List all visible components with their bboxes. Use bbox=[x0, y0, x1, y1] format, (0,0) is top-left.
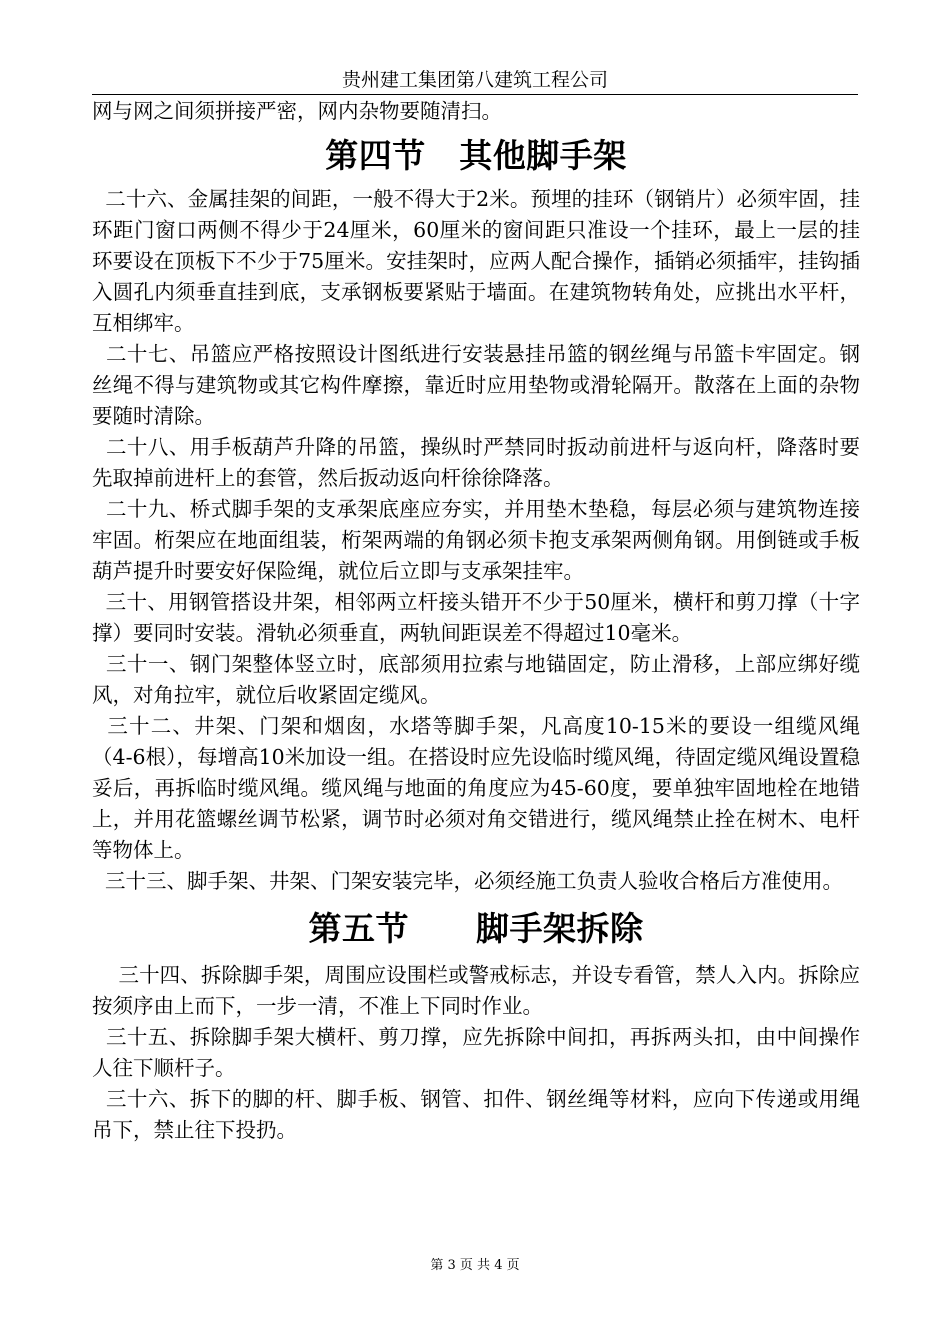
intro-paragraph: 网与网之间须拼接严密，网内杂物要随清扫。 bbox=[92, 99, 502, 123]
clause-26: 二十六、金属挂架的间距，一般不得大于2米。预埋的挂环（钢销片）必须牢固，挂环距门窗口两侧不得少于24厘米，60厘米的窗间距只准设一个挂环，最上一层的挂环要设在顶板下不少于75厘米。安挂架时，应两人配合操作，插销必须插牢，挂钩插入圆孔内须垂直挂到底，支承钢板要紧贴于墙面。在建筑物转角处，应挑出水平杆，互相绑牢。 bbox=[92, 187, 860, 335]
clause-31: 三十一、钢门架整体竖立时，底部须用拉索与地锚固定，防止滑移，上部应绑好缆风，对角拉牢，就位后收紧固定缆风。 bbox=[92, 652, 860, 707]
section-5-title: 第五节 脚手架拆除 bbox=[308, 909, 644, 948]
section-4-title: 第四节 其他脚手架 bbox=[325, 136, 627, 175]
page-header: 贵州建工集团第八建筑工程公司 bbox=[92, 66, 858, 95]
clause-36: 三十六、拆下的脚的杆、脚手板、钢管、扣件、钢丝绳等材料，应向下传递或用绳吊下，禁止往下投扔。 bbox=[92, 1087, 860, 1142]
clause-34: 三十四、拆除脚手架，周围应设围栏或警戒标志，并设专看管，禁人入内。拆除应按须序由上而下，一步一清，不准上下同时作业。 bbox=[92, 963, 860, 1018]
clause-30: 三十、用钢管搭设井架，相邻两立杆接头错开不少于50厘米，横杆和剪刀撑（十字撑）要同时安装。滑轨必须垂直，两轨间距误差不得超过10毫米。 bbox=[92, 590, 860, 645]
clause-29: 二十九、桥式脚手架的支承架底座应夯实，并用垫木垫稳，每层必须与建筑物连接牢固。桁架应在地面组装，桁架两端的角钢必须卡抱支承架两侧角钢。用倒链或手板葫芦提升时要安好保险绳，就位后立即与支承架挂牢。 bbox=[92, 497, 860, 583]
clause-33: 三十三、脚手架、井架、门架安装完毕，必须经施工负责人验收合格后方准使用。 bbox=[92, 869, 844, 893]
clause-27: 二十七、吊篮应严格按照设计图纸进行安装悬挂吊篮的钢丝绳与吊篮卡牢固定。钢丝绳不得与建筑物或其它构件摩擦，靠近时应用垫物或滑轮隔开。散落在上面的杂物要随时清除。 bbox=[92, 342, 860, 428]
page-footer: 第 3 页 共 4 页 bbox=[430, 1258, 520, 1273]
clause-35: 三十五、拆除脚手架大横杆、剪刀撑，应先拆除中间扣，再拆两头扣，由中间操作人往下顺杆子。 bbox=[92, 1025, 860, 1080]
clause-28: 二十八、用手板葫芦升降的吊篮，操纵时严禁同时扳动前进杆与返向杆，降落时要先取掉前进杆上的套管，然后扳动返向杆徐徐降落。 bbox=[92, 435, 860, 490]
document-body bbox=[92, 96, 860, 1146]
clause-32: 三十二、井架、门架和烟囱，水塔等脚手架，凡高度10-15米的要设一组缆风绳（4-6根），每增高10米加设一组。在搭设时应先设临时缆风绳，待固定缆风绳设置稳妥后，再拆临时缆风绳。缆风绳与地面的角度应为45-60度，要单独牢固地栓在地错上，并用花篮螺丝调节松紧，调节时必须对角交错进行，缆风绳禁止拴在树木、电杆等物体上。 bbox=[92, 714, 860, 862]
